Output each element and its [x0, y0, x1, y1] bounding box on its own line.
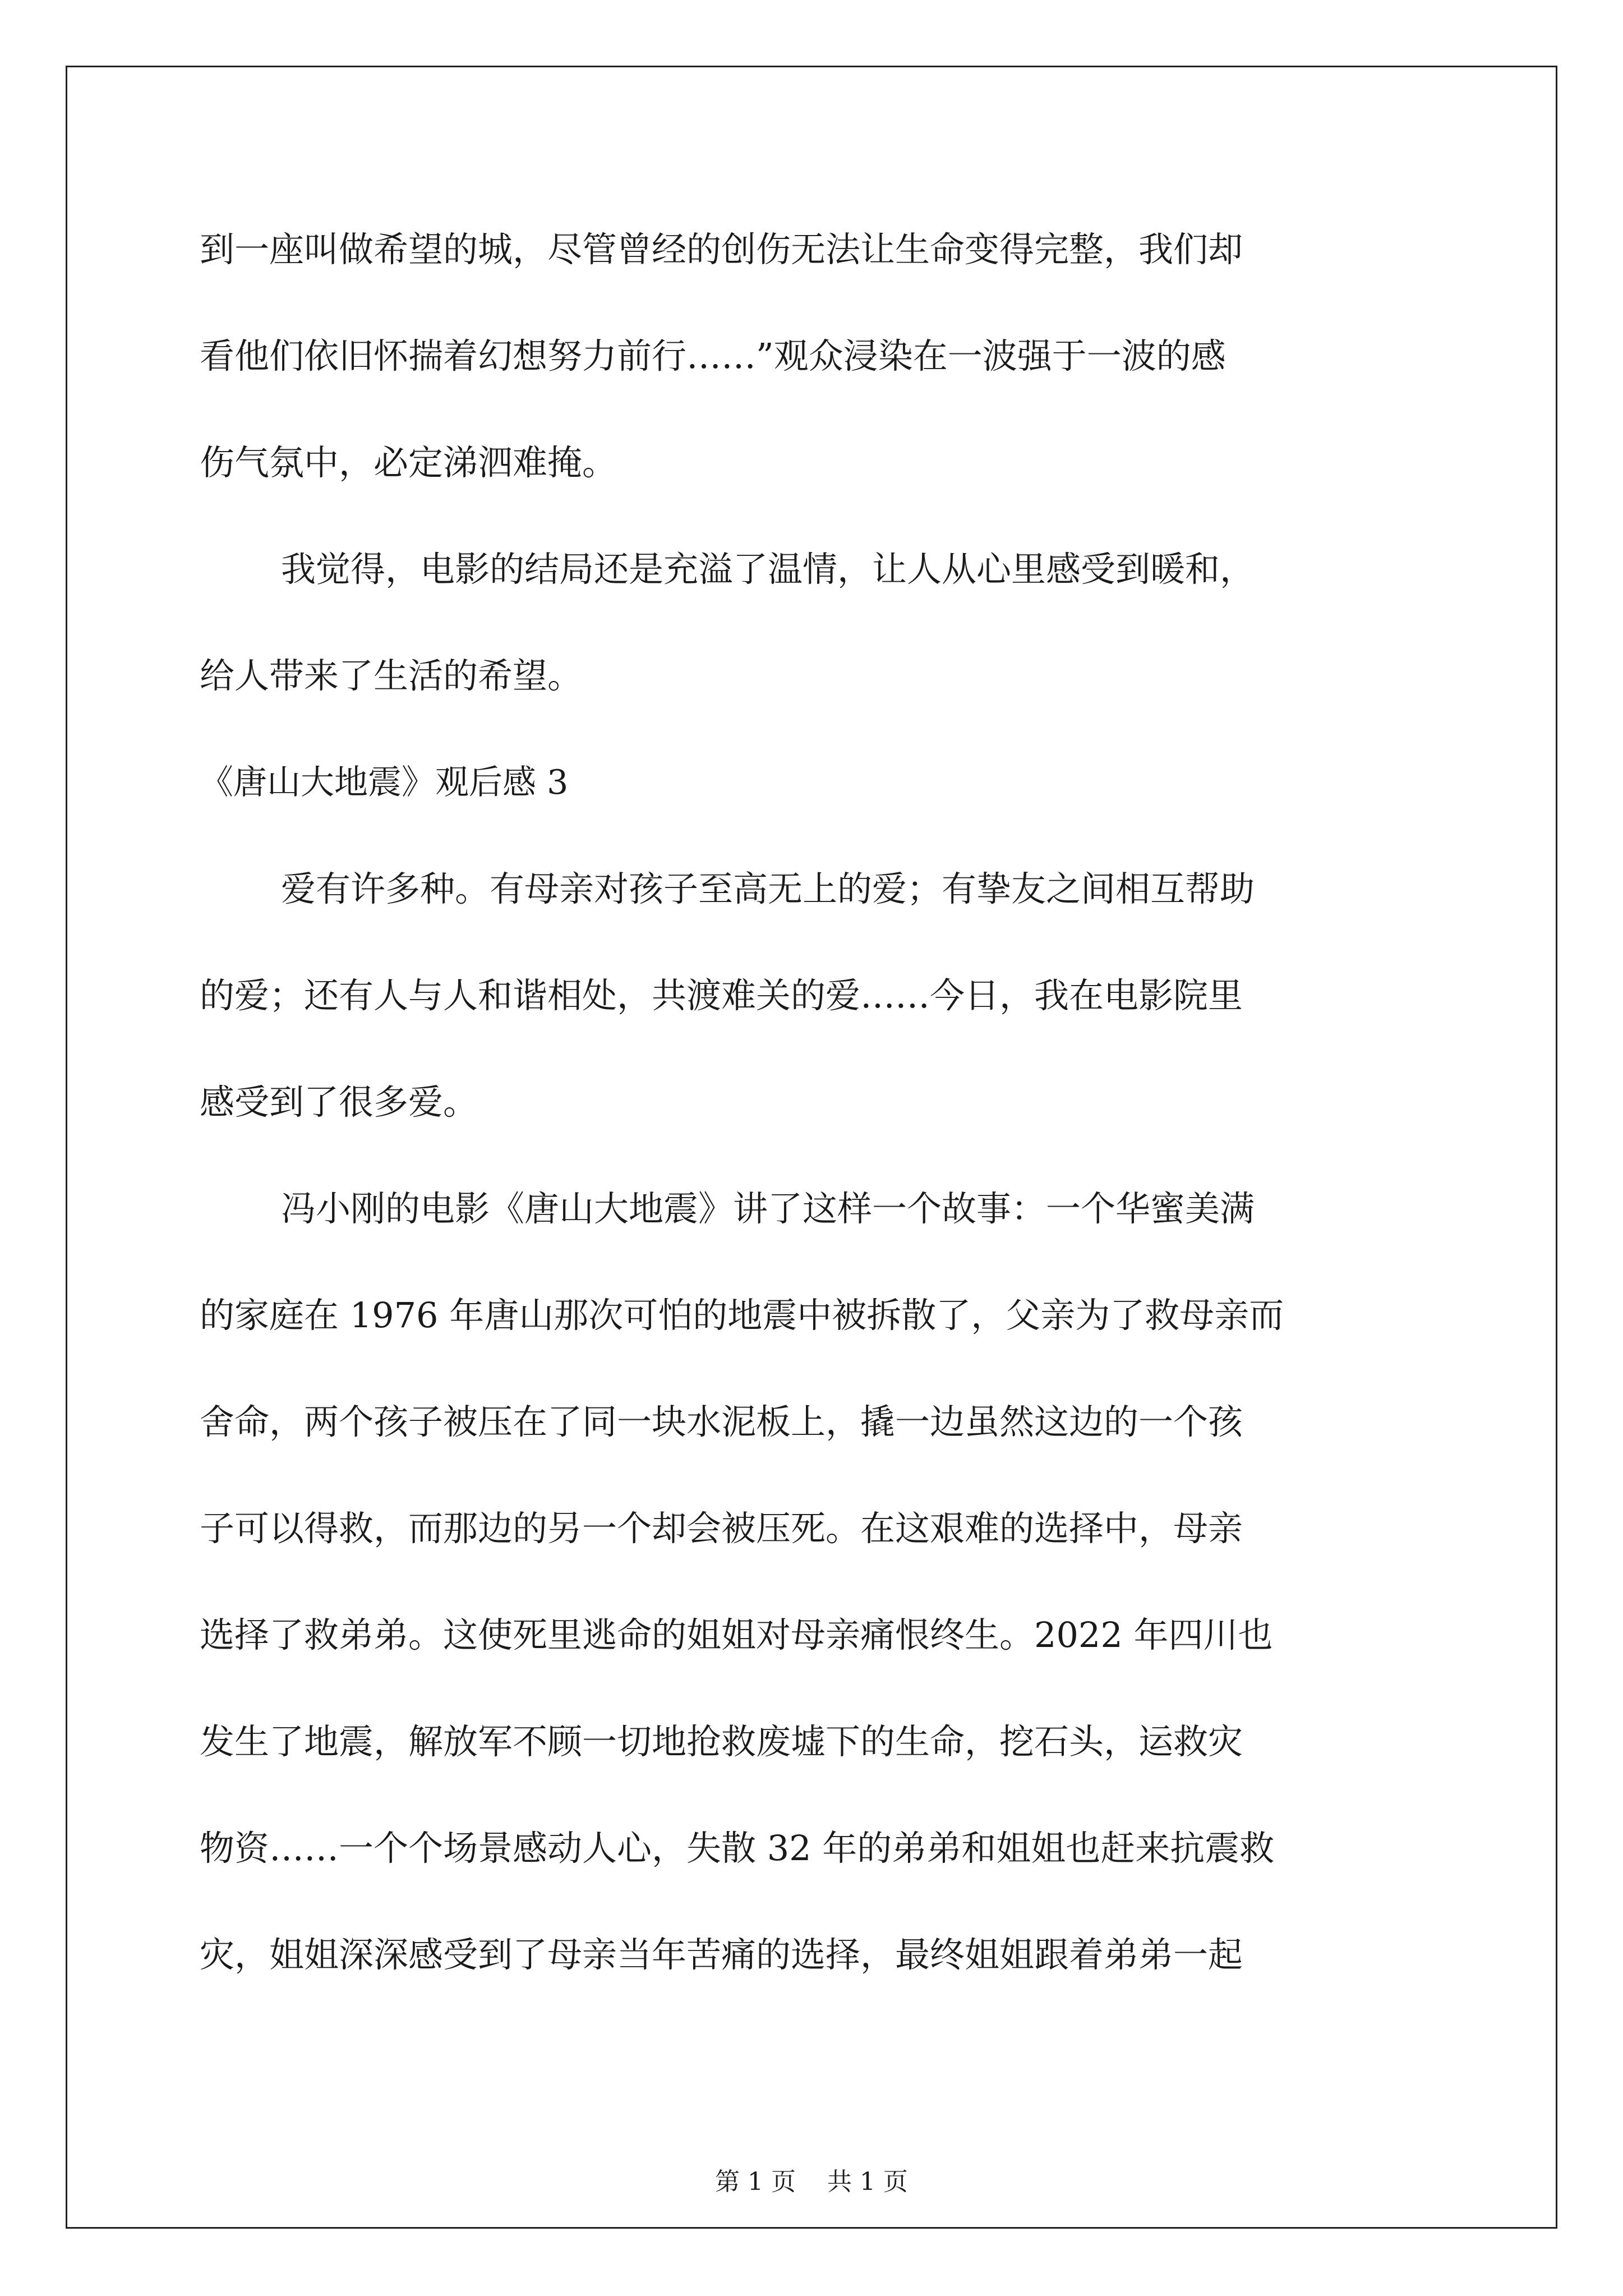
text-line: 子可以得救，而那边的另一个却会被压死。在这艰难的选择中，母亲	[200, 1508, 1243, 1549]
text-line: 灾，姐姐深深感受到了母亲当年苦痛的选择，最终姐姐跟着弟弟一起	[200, 1934, 1243, 1975]
text-line: 舍命，两个孩子被压在了同一块水泥板上，撬一边虽然这边的一个孩	[200, 1401, 1243, 1442]
paragraph-first-line: 爱有许多种。有母亲对孩子至高无上的爱；有挚友之间相互帮助	[281, 868, 1255, 909]
text-line: 物资……一个个场景感动人心，失散 32 年的弟弟和姐姐也赶来抗震救	[200, 1828, 1275, 1869]
text-line: 的爱；还有人与人和谐相处，共渡难关的爱……今日，我在电影院里	[200, 975, 1243, 1016]
text-line: 伤气氛中，必定涕泗难掩。	[200, 442, 617, 483]
text-line: 选择了救弟弟。这使死里逃命的姐姐对母亲痛恨终生。2022 年四川也	[200, 1614, 1273, 1655]
paragraph-first-line: 冯小刚的电影《唐山大地震》讲了这样一个故事：一个华蜜美满	[281, 1188, 1255, 1229]
text-line: 给人带来了生活的希望。	[200, 655, 583, 696]
text-line: 看他们依旧怀揣着幻想努力前行……”观众浸染在一波强于一波的感	[200, 335, 1226, 376]
paragraph-first-line: 我觉得，电影的结局还是充溢了温情，让人从心里感受到暖和，	[281, 549, 1255, 590]
text-line: 发生了地震，解放军不顾一切地抢救废墟下的生命，挖石头，运救灾	[200, 1721, 1243, 1762]
document-body	[200, 216, 1428, 2028]
text-line: 感受到了很多爱。	[200, 1082, 478, 1122]
text-line: 的家庭在 1976 年唐山那次可怕的地震中被拆散了，父亲为了救母亲而	[200, 1295, 1284, 1336]
page-number-footer: 第 1 页 共 1 页	[715, 2168, 908, 2196]
text-line: 到一座叫做希望的城，尽管曾经的创伤无法让生命变得完整，我们却	[200, 229, 1243, 270]
section-heading: 《唐山大地震》观后感 3	[200, 763, 569, 802]
